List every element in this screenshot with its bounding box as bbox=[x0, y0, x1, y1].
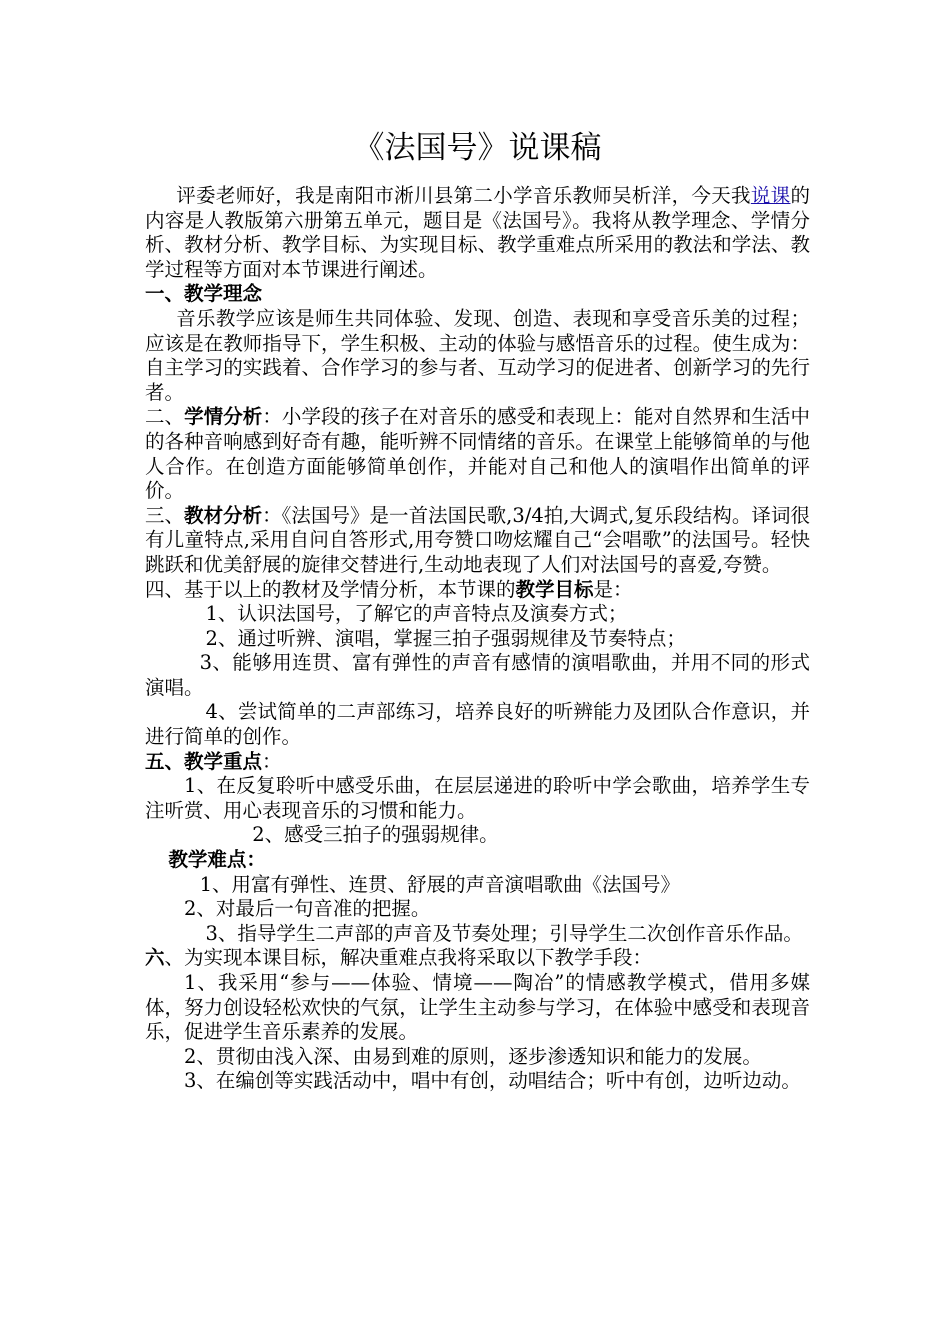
section-4-post: 是： bbox=[593, 577, 633, 601]
section-4-label: 教学目标 bbox=[515, 577, 594, 601]
section-6-heading bbox=[145, 946, 810, 971]
section-2-paragraph bbox=[145, 405, 810, 503]
method-item: 3、在编创等实践活动中，唱中有创，动唱结合；听中有创，边听边动。 bbox=[184, 1069, 801, 1093]
section-5-colon: ： bbox=[262, 749, 282, 773]
intro-text-post: 的内容是人教版第六册第五单元，题目是《法国号》。我将从教学理念、学情分析、教材分析、教学目标、为实现目标、教学重难点所采用的教法和学法、教学过程等方面对本节课进行阐述。 bbox=[145, 184, 810, 281]
intro-paragraph bbox=[145, 184, 810, 282]
section-1-text: 音乐教学应该是师生共同体验、发现、创造、表现和享受音乐美的过程；应该是在教师指导下，学生积极、主动的体验与感悟音乐的过程。使生成为：自主学习的实践着、合作学习的参与者、互动学习的促进者、创新学习的先行者。 bbox=[145, 306, 810, 404]
section-3-label: 教材分析 bbox=[184, 503, 263, 527]
shuoke-link[interactable]: 说课 bbox=[750, 184, 791, 207]
section-5-label: 五、教学重点 bbox=[145, 749, 263, 773]
section-4-pre: 四、基于以上的教材及学情分析，本节课的 bbox=[145, 577, 516, 601]
objective-item: 1、认识法国号，了解它的声音特点及演奏方式； bbox=[205, 602, 628, 626]
method-item: 1、我采用“参与——体验、情境——陶冶”的情感教学模式，借用多媒体，努力创设轻松欢快的气氛，让学生主动参与学习，在体验中感受和表现音乐，促进学生音乐素养的发展。 bbox=[145, 971, 810, 1044]
key-point-item: 2、感受三拍子的强弱规律。 bbox=[252, 823, 499, 847]
section-6-number: 六 bbox=[145, 946, 165, 970]
method-item: 2、贯彻由浅入深、由易到难的原则，逐步渗透知识和能力的发展。 bbox=[184, 1044, 762, 1068]
section-2-label: 学情分析 bbox=[184, 405, 263, 429]
section-6-text: 、为实现本课目标，解决重难点我将采取以下教学手段： bbox=[164, 946, 653, 970]
section-2-number: 二、 bbox=[145, 405, 185, 429]
section-3-paragraph bbox=[145, 504, 810, 578]
objective-item: 4、尝试简单的二声部练习，培养良好的听辨能力及团队合作意识，并进行简单的创作。 bbox=[145, 700, 810, 749]
section-5-heading bbox=[145, 750, 810, 775]
difficulty-item: 3、指导学生二声部的声音及节奏处理；引导学生二次创作音乐作品。 bbox=[205, 921, 803, 945]
section-4-heading bbox=[145, 578, 810, 603]
difficulty-item: 2、对最后一句音准的把握。 bbox=[184, 897, 431, 921]
objective-item: 3、能够用连贯、富有弹性的声音有感情的演唱歌曲，并用不同的形式演唱。 bbox=[145, 651, 810, 699]
key-point-item: 1、在反复聆听中感受乐曲，在层层递进的聆听中学会歌曲，培养学生专注听赏、用心表现音乐的习惯和能力。 bbox=[145, 774, 810, 822]
document-title: 《法国号》说课稿 bbox=[353, 130, 602, 166]
section-2-text: ：小学段的孩子在对音乐的感受和表现上：能对自然界和生活中的各种音响感到好奇有趣，能听辨不同情绪的音乐。在课堂上能够简单的与他人合作。在创造方面能够简单创作，并能对自己和他人的演唱作出简单的评价。 bbox=[145, 405, 810, 503]
difficulty-item: 1、用富有弹性、连贯、舒展的声音演唱歌曲《法国号》 bbox=[199, 872, 681, 896]
document-body bbox=[145, 184, 810, 1094]
section-1-heading: 一、教学理念 bbox=[145, 282, 263, 306]
section-3-number: 三、 bbox=[145, 503, 185, 527]
objective-item: 2、通过听辨、演唱，掌握三拍子强弱规律及节奏特点； bbox=[205, 626, 686, 650]
difficulty-heading: 教学难点： bbox=[168, 848, 266, 872]
intro-text-pre: 评委老师好，我是南阳市淅川县第二小学音乐教师吴析洋，今天我 bbox=[176, 184, 751, 207]
section-3-text: ：《法国号》是一首法国民歌,3/4拍,大调式,复乐段结构。译词很有儿童特点,采用自问自答形式,用夸赞口吻炫耀自己“会唱歌”的法国号。轻快跳跃和优美舒展的旋律交替进行,生动地表现了人们对法国号的喜爱,夸赞。 bbox=[145, 503, 810, 576]
